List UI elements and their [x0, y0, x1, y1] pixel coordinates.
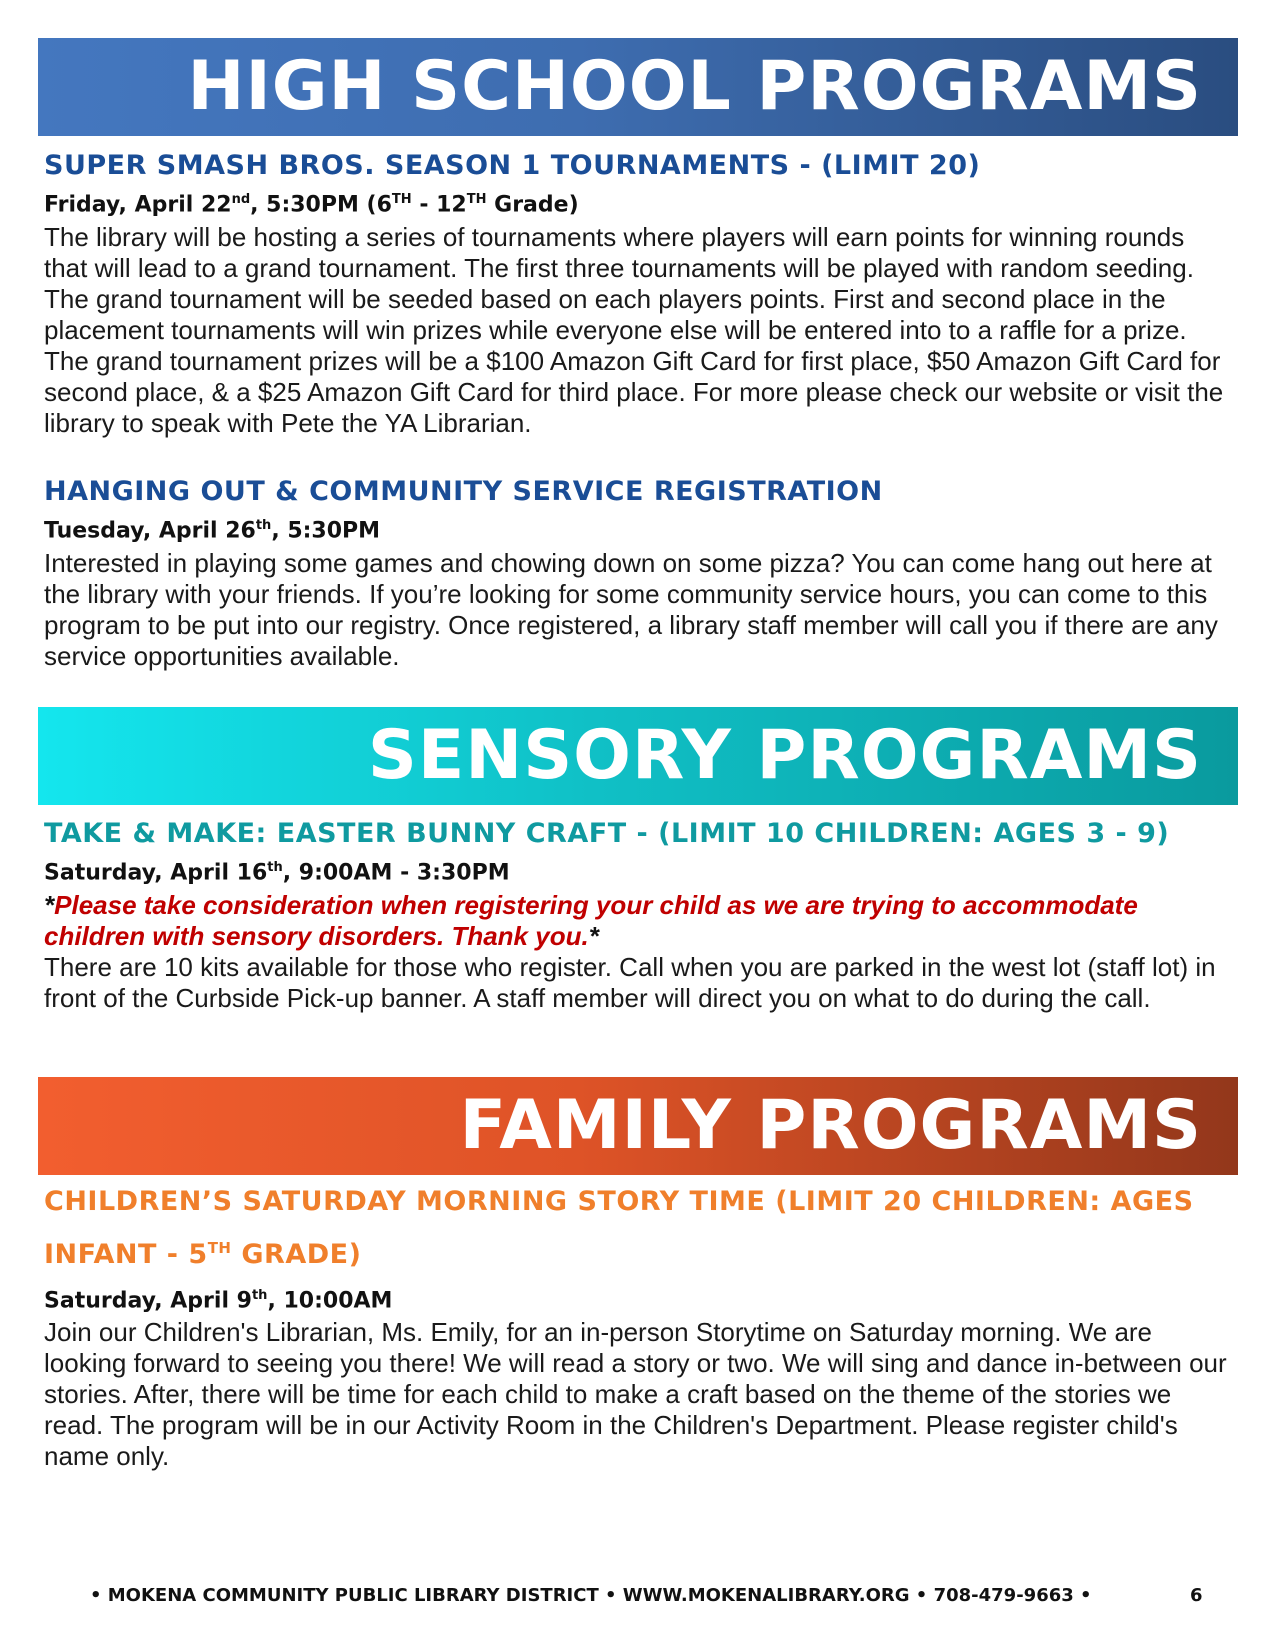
high-school-banner — [38, 38, 1238, 136]
hanging-out-date — [44, 518, 1229, 543]
date-text: Friday, April 22 — [44, 192, 232, 218]
date-text: Tuesday, April 26 — [44, 518, 256, 544]
easter-craft-title: TAKE & MAKE: EASTER BUNNY CRAFT - (LIMIT 10 CHILDREN: AGES 3 - 9) — [44, 818, 1170, 849]
smash-bros-title: SUPER SMASH BROS. SEASON 1 TOURNAMENTS - (LIMIT 20) — [44, 150, 981, 181]
date-text: , 9:00AM - 3:30PM — [282, 860, 510, 886]
story-time-title — [44, 1179, 1229, 1278]
title-text: GRADE) — [231, 1239, 362, 1270]
easter-craft-date — [44, 860, 1229, 885]
hanging-out-section — [44, 476, 1229, 672]
sensory-banner-title: SENSORY PROGRAMS — [367, 716, 1202, 795]
family-banner — [38, 1077, 1238, 1175]
date-suffix: th — [255, 518, 272, 534]
easter-craft-description: There are 10 kits available for those who register. Call when you are parked in the west lot (staff lot) in front of the Curbside Pick-up banner. A staff member will direct you on what to do during the call. — [44, 951, 1216, 1013]
asterisk: * — [44, 889, 55, 920]
date-suffix: th — [267, 860, 283, 876]
grade-suffix: TH — [207, 1239, 232, 1257]
page-number: 6 — [1190, 1585, 1203, 1606]
story-time-description: Join our Children's Librarian, Ms. Emily, for an in-person Storytime on Saturday morning. We are looking forward to seeing you there! We will read a story or two. We will sing and dance in-between our stories. After, there will be time for each child to make a craft based on the theme of the stories we read. The program will be in our Activity Room in the Children's Department. Please register child's name only. — [44, 1317, 1227, 1472]
story-time-section — [44, 1179, 1229, 1472]
grade-suffix: TH — [466, 192, 487, 208]
sensory-banner — [38, 707, 1238, 805]
sensory-notice — [44, 890, 1229, 952]
notice-text: Please take consideration when registering your child as we are trying to accommodate children with sensory disorders. Thank you. — [44, 889, 1138, 951]
smash-bros-date — [44, 192, 1229, 217]
footer — [90, 1585, 1230, 1606]
smash-bros-description: The library will be hosting a series of tournaments where players will earn points for winning rounds that will lead to a grand tournament. The first three tournaments will be played with random seeding. The grand tournament will be seeded based on each players points. First and second place in the placement tournaments will win prizes while everyone else will be entered into to a raffle for a prize. The grand tournament prizes will be a $100 Amazon Gift Card for first place, $50 Amazon Gift Card for second place, & a $25 Amazon Gift Card for third place. For more please check our website or visit the library to speak with Pete the YA Librarian. — [44, 221, 1224, 438]
hanging-out-description: Interested in playing some games and chowing down on some pizza? You can come hang out here at the library with your friends. If you’re looking for some community service hours, you can come to this program to be put into our registry. Once registered, a library staff member will call you if there are any service opportunities available. — [44, 547, 1218, 671]
date-text: Saturday, April 16 — [44, 860, 268, 886]
grade-suffix: TH — [391, 192, 412, 208]
asterisk: * — [588, 920, 599, 951]
smash-bros-section — [44, 150, 1229, 439]
date-text: , 5:30PM (6 — [250, 192, 392, 218]
date-text: , 5:30PM — [271, 518, 381, 544]
family-banner-title: FAMILY PROGRAMS — [459, 1086, 1202, 1165]
story-time-date — [44, 1288, 1229, 1313]
date-suffix: th — [251, 1288, 268, 1303]
hanging-out-title: HANGING OUT & COMMUNITY SERVICE REGISTRATION — [44, 476, 883, 507]
high-school-banner-title: HIGH SCHOOL PROGRAMS — [187, 47, 1202, 126]
date-text: , 10:00AM — [267, 1288, 393, 1314]
easter-craft-section — [44, 818, 1229, 1014]
date-text: - 12 — [411, 192, 467, 218]
footer-text: • MOKENA COMMUNITY PUBLIC LIBRARY DISTRICT • WWW.MOKENALIBRARY.ORG • 708-479-9663 • — [90, 1585, 1092, 1606]
title-text: CHILDREN’S SATURDAY MORNING STORY TIME (LIMIT 20 CHILDREN: AGES INFANT - 5 — [44, 1186, 1194, 1270]
date-suffix: nd — [231, 192, 251, 208]
date-text: Grade) — [486, 192, 579, 218]
date-text: Saturday, April 9 — [44, 1288, 252, 1314]
